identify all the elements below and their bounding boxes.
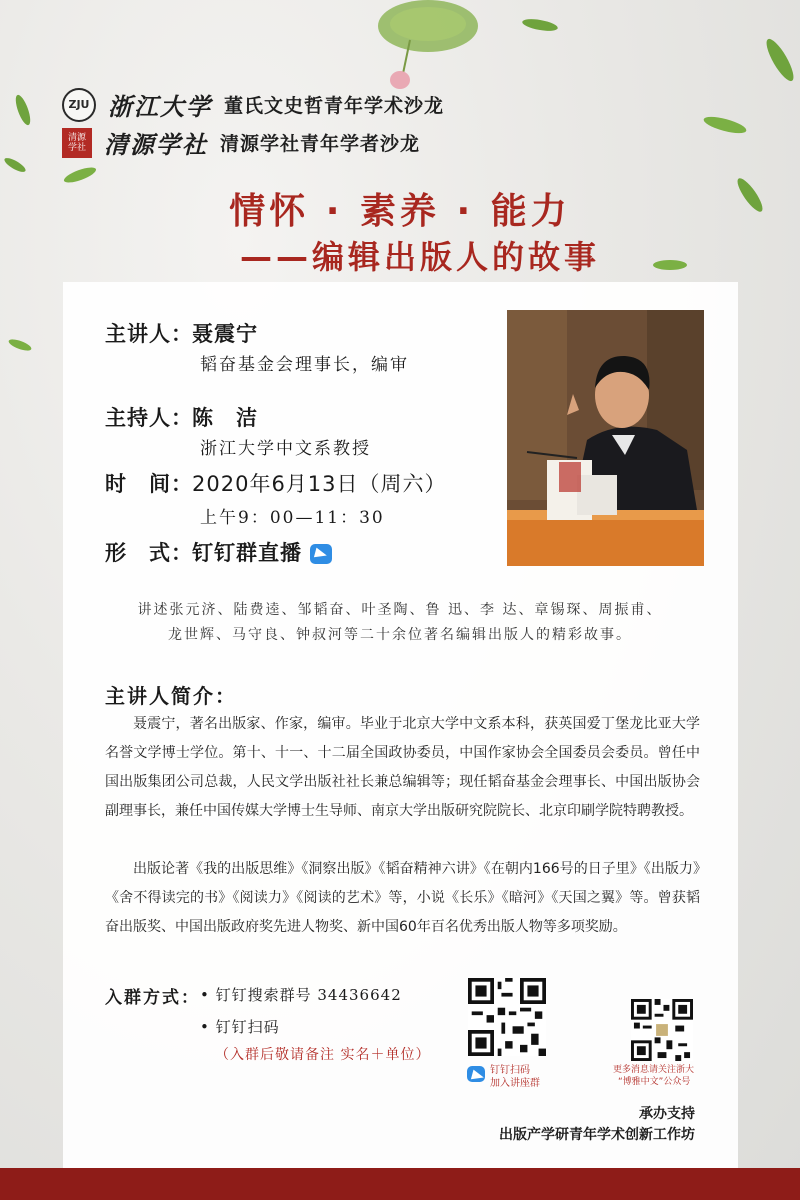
time-label: 时 间： [105, 472, 193, 496]
host-title: 浙江大学中文系教授 [200, 439, 371, 459]
host-name: 陈 洁 [192, 406, 258, 430]
bio-paragraph-2: 出版论著《我的出版思维》《洞察出版》《韬奋精神六讲》《在朝内166号的日子里》《出版力》《舍不得读完的书》《阅读力》《阅读的艺术》等，小说《长乐》《暗河》《天国之翼》等。曾获韬奋出版奖、中国出版政府奖先进人物奖、新中国60年百名优秀出版人物等多项奖励。 [105, 861, 700, 935]
dingtalk-icon [310, 544, 332, 564]
qy-salon-name: 清源学社青年学者沙龙 [220, 133, 421, 155]
qy-header-row [62, 125, 420, 160]
lecture-description-line2: 龙世辉、马守良、钟叔河等二十余位著名编辑出版人的精彩故事。 [168, 627, 632, 643]
event-hours: 上午9：00—11：30 [200, 508, 385, 528]
bio-paragraph-1: 聂震宁，著名出版家、作家，编审。毕业于北京大学中文系本科，获英国爱丁堡龙比亚大学名誉文学博士学位。第十、十一、十二届全国政协委员，中国作家协会全国委员会委员。曾任中国出版集团公司总裁，人民文学出版社社长兼总编辑等；现任韬奋基金会理事长、中国出版协会副理事长，兼任中国传媒大学博士生导师、南京大学出版研究院院长、北京印刷学院特聘教授。 [105, 716, 700, 819]
bio-heading: 主讲人简介： [105, 684, 237, 708]
qr2-caption-line1: 更多消息请关注浙大 [613, 1065, 695, 1075]
qr1-caption-line1: 钉钉扫码 [490, 1065, 530, 1076]
zju-logo-text: 浙江大学 [108, 92, 212, 121]
join-scan-qr: • 钉钉扫码 [200, 1018, 280, 1036]
qr2-caption-line2: “博雅中文”公众号 [618, 1077, 691, 1087]
speaker-photo [507, 310, 704, 566]
zju-emblem-icon: ZJU [62, 88, 96, 122]
join-method-label: 入群方式： [105, 988, 200, 1008]
format-label: 形 式： [105, 541, 193, 565]
bottom-color-bar [0, 1168, 800, 1200]
organizer-title: 承办支持 [639, 1106, 695, 1122]
leaf-decoration [760, 30, 800, 90]
host-label: 主持人： [105, 406, 193, 430]
lotus-leaf-decoration [370, 0, 480, 95]
wechat-qr-code[interactable] [631, 999, 693, 1061]
qy-seal-icon: 清源 学社 [62, 128, 92, 158]
qy-logo-text: 清源学社 [104, 130, 208, 159]
format-value [192, 537, 332, 567]
zju-header-row [62, 87, 444, 122]
leaf-decoration [700, 110, 750, 140]
leaf-decoration [5, 330, 35, 360]
speaker-label: 主讲人： [105, 322, 193, 346]
qr1-caption-line2: 加入讲座群 [490, 1078, 540, 1089]
dingtalk-small-icon [467, 1066, 485, 1082]
organizer-name: 出版产学研青年学术创新工作坊 [499, 1127, 695, 1143]
format-value-text: 钉钉群直播 [192, 541, 302, 565]
event-date: 2020年6月13日（周六） [192, 472, 447, 496]
join-note: （入群后敬请备注 实名＋单位） [215, 1047, 431, 1063]
lecture-description-line1: 讲述张元济、陆费逵、邹韬奋、叶圣陶、鲁 迅、李 达、章锡琛、周振甫、 [137, 602, 663, 618]
speaker-title: 韬奋基金会理事长，编审 [200, 355, 409, 375]
dingtalk-qr-code[interactable] [468, 978, 546, 1056]
join-search-group: • 钉钉搜索群号 34436642 [200, 986, 402, 1004]
poster-title-line2: ——编辑出版人的故事 [239, 238, 600, 276]
poster-title-line1: 情怀 · 素养 · 能力 [229, 191, 571, 232]
speaker-name: 聂震宁 [192, 322, 258, 346]
zju-salon-name: 董氏文史哲青年学术沙龙 [224, 95, 445, 117]
leaf-decoration [520, 15, 560, 35]
leaf-decoration [8, 90, 38, 130]
leaf-decoration [0, 150, 30, 180]
